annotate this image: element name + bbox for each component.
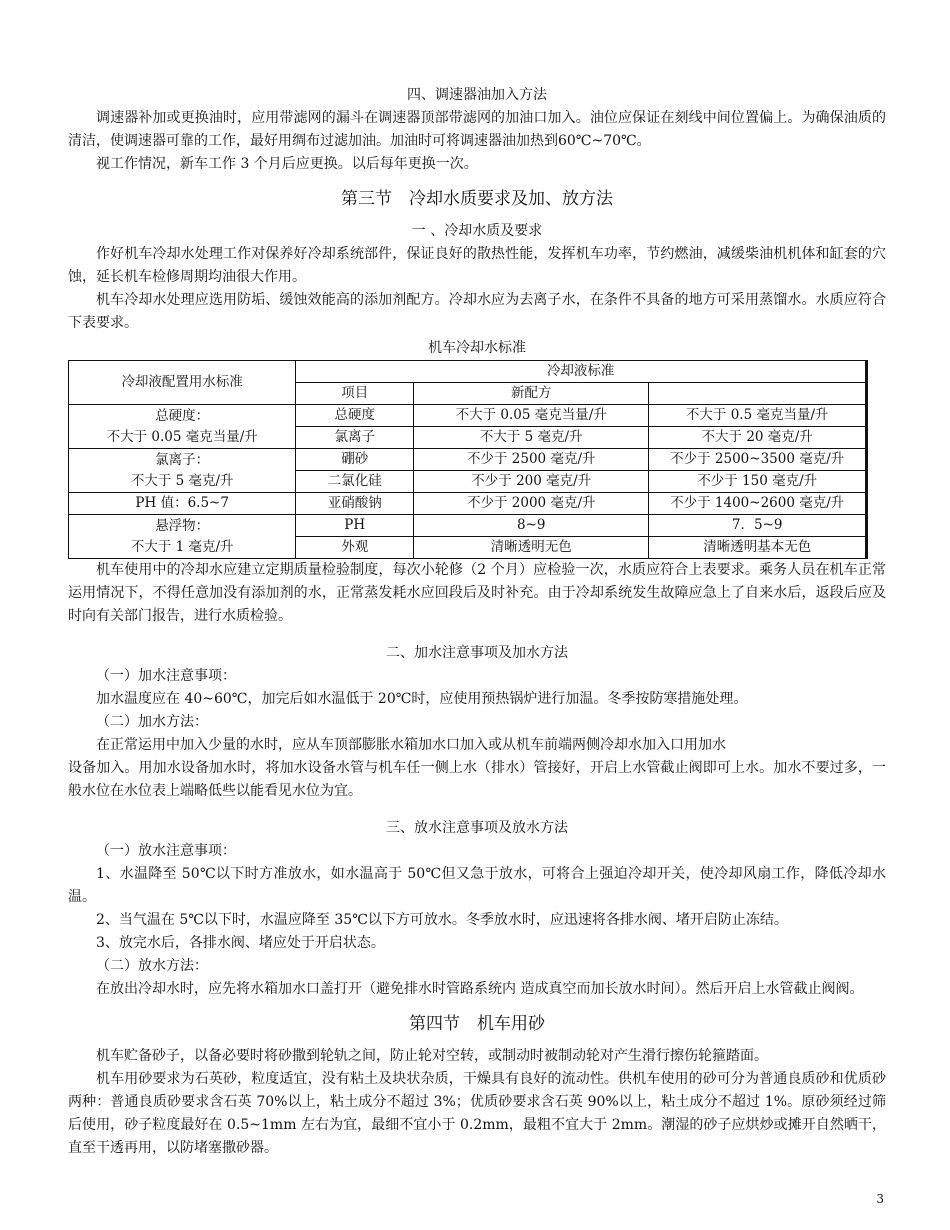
paragraph: 2、当气温在 5℃以下时，水温应降至 35℃以下方可放水。冬季放水时，应迅速将各排水阀、堵开启防止冻结。 [96, 912, 788, 928]
table-header-cell: 冷却液标准 [296, 361, 867, 383]
table-cell: 不大于 0.05 毫克当量/升 [414, 405, 649, 427]
subheading-item: （二）加水方法： [96, 714, 208, 730]
paragraph: 机车使用中的冷却水应建立定期质量检验制度，每次小轮修（2 个月）应检验一次，水质应符合上表要求。乘务人员在机车正常运用情况下，不得任意加没有添加剂的水，正常蒸发耗水应回段后及时补充。由于冷却系统发生故障应急上了自来水后，返段后应及时向有关部门报告，进行水质检验。 [68, 562, 886, 624]
table-cell: 不少于 1400~2600 毫克/升 [649, 493, 867, 515]
subheading-item: （一）放水注意事项： [96, 843, 236, 859]
paragraph: 调速器补加或更换油时，应用带滤网的漏斗在调速器顶部带滤网的加油口加入。油位应保证在刻线中间位置偏上。为确保油质的清洁，使调速器可靠的工作，最好用绸布过滤加油。加油时可将调速器油加热到60℃~70℃。 [68, 110, 886, 149]
table-cell: 不少于 200 毫克/升 [414, 471, 649, 493]
paragraph: 1、水温降至 50℃以下时方准放水，如水温高于 50℃但又急于放水，可将合上强迫冷却开关，使冷却风扇工作，降低冷却水温。 [68, 866, 886, 905]
table-cell: 不少于 2500 毫克/升 [414, 449, 649, 471]
table-row [69, 515, 867, 537]
table-cell: PH [296, 515, 414, 537]
table-row [69, 405, 867, 427]
cell-line: 不大于 1 毫克/升 [130, 538, 234, 555]
table-cell: 不大于 20 毫克/升 [649, 427, 867, 449]
table-header-cell: 冷却液配置用水标准 [69, 361, 296, 405]
table-cell: 外观 [296, 537, 414, 559]
table-row [69, 449, 867, 471]
table-cell: PH 值：6.5~7 [69, 493, 296, 515]
table-cell: 氯离子 [296, 427, 414, 449]
paragraph: 作好机车冷却水处理工作对保养好冷却系统部件，保证良好的散热性能，发挥机车功率，节约燃油，减缓柴油机机体和缸套的穴蚀，延长机车检修周期均油很大作用。 [68, 246, 886, 285]
table-cell: 7．5~9 [649, 515, 867, 537]
table-cell: 不少于 2000 毫克/升 [414, 493, 649, 515]
paragraph: 在放出冷却水时，应先将水箱加水口盖打开（避免排水时管路系统内 造成真空而加长放水时间）。然后开启上水管截止阀阀。 [96, 981, 864, 997]
subheading: 二、加水注意事项及加水方法 [386, 645, 568, 661]
table-row [69, 493, 867, 515]
table-cell [69, 449, 296, 493]
table-cell: 二氯化硅 [296, 471, 414, 493]
paragraph: 加水温度应在 40~60℃，加完后如水温低于 20℃时，应使用预热锅炉进行加温。冬季按防寒措施处理。 [96, 691, 748, 707]
table-cell: 不大于 5 毫克/升 [414, 427, 649, 449]
table-cell [69, 405, 296, 449]
cell-line: 不大于 0.05 毫克当量/升 [106, 428, 258, 445]
paragraph: 3、放完水后，各排水阀、堵应处于开启状态。 [96, 935, 385, 951]
table-header-cell: 项目 [296, 383, 414, 405]
table-cell: 不少于 150 毫克/升 [649, 471, 867, 493]
cell-line: 氯离子： [155, 451, 210, 468]
table-cell: 清晰透明基本无色 [649, 537, 867, 559]
paragraph: 机车用砂要求为石英砂，粒度适宜，没有粘土及块状杂质，干燥具有良好的流动性。供机车使用的砂可分为普通良质砂和优质砂两种：普通良质砂要求含石英 70%以上，粘土成分不超过 3%；优质砂要求含石英 90%以上，粘土成分不超过 1%。原砂须经过筛后使用，砂子粒度最好在 0.5~1mm 左右为宜，最细不宜小于 0.2mm，最粗不宜大于 2mm。潮湿的砂子应烘炒或摊开自然晒干，直至干透再用，以防堵塞撒砂器。 [68, 1071, 886, 1156]
table-cell [69, 515, 296, 559]
table-header-cell [649, 383, 867, 405]
table-cell: 清晰透明无色 [414, 537, 649, 559]
subheading-item: （二）放水方法： [96, 958, 208, 974]
cell-line: 悬浮物： [155, 517, 210, 534]
table-cell: 不大于 0.5 毫克当量/升 [649, 405, 867, 427]
subheading: 三、放水注意事项及放水方法 [386, 820, 568, 836]
subheading-item: （一）加水注意事项： [96, 668, 236, 684]
table-row [69, 361, 867, 383]
subheading: 一 、冷却水质及要求 [411, 223, 543, 239]
document-page [68, 84, 886, 1160]
paragraph: 机车贮备砂子，以备必要时将砂撒到轮轨之间，防止轮对空转，或制动时被制动轮对产生滑行擦伤轮箍踏面。 [96, 1048, 768, 1064]
table-cell: 总硬度 [296, 405, 414, 427]
paragraph: 设备加入。用加水设备加水时，将加水设备水管与机车任一侧上水（排水）管接好，开启上水管截止阀即可上水。加水不要过多，一般水位在水位表上端略低些以能看见水位为宜。 [68, 760, 886, 799]
heading-oil-method: 四、调速器油加入方法 [407, 87, 547, 103]
paragraph: 在正常运用中加入少量的水时，应从车顶部膨胀水箱加水口加入或从机车前端两侧冷却水加入口用加水 [96, 737, 726, 753]
cell-line: 不大于 5 毫克/升 [130, 472, 234, 489]
table-cell: 硼砂 [296, 449, 414, 471]
cell-line: 总硬度： [155, 407, 210, 424]
paragraph: 视工作情况，新车工作 3 个月后应更换。以后每年更换一次。 [96, 156, 478, 172]
table-cell: 8~9 [414, 515, 649, 537]
section-title: 第四节 机车用砂 [409, 1014, 545, 1034]
section-title: 第三节 冷却水质要求及加、放方法 [341, 189, 613, 209]
coolant-standard-table [68, 360, 868, 559]
page-number: 3 [876, 1192, 884, 1206]
table-header-cell: 新配方 [414, 383, 649, 405]
paragraph: 机车冷却水处理应选用防垢、缓蚀效能高的添加剂配方。冷却水应为去离子水，在条件不具备的地方可采用蒸馏水。水质应符合下表要求。 [68, 292, 886, 331]
table-cell: 亚硝酸钠 [296, 493, 414, 515]
table-caption: 机车冷却水标准 [428, 340, 526, 356]
table-cell: 不少于 2500~3500 毫克/升 [649, 449, 867, 471]
